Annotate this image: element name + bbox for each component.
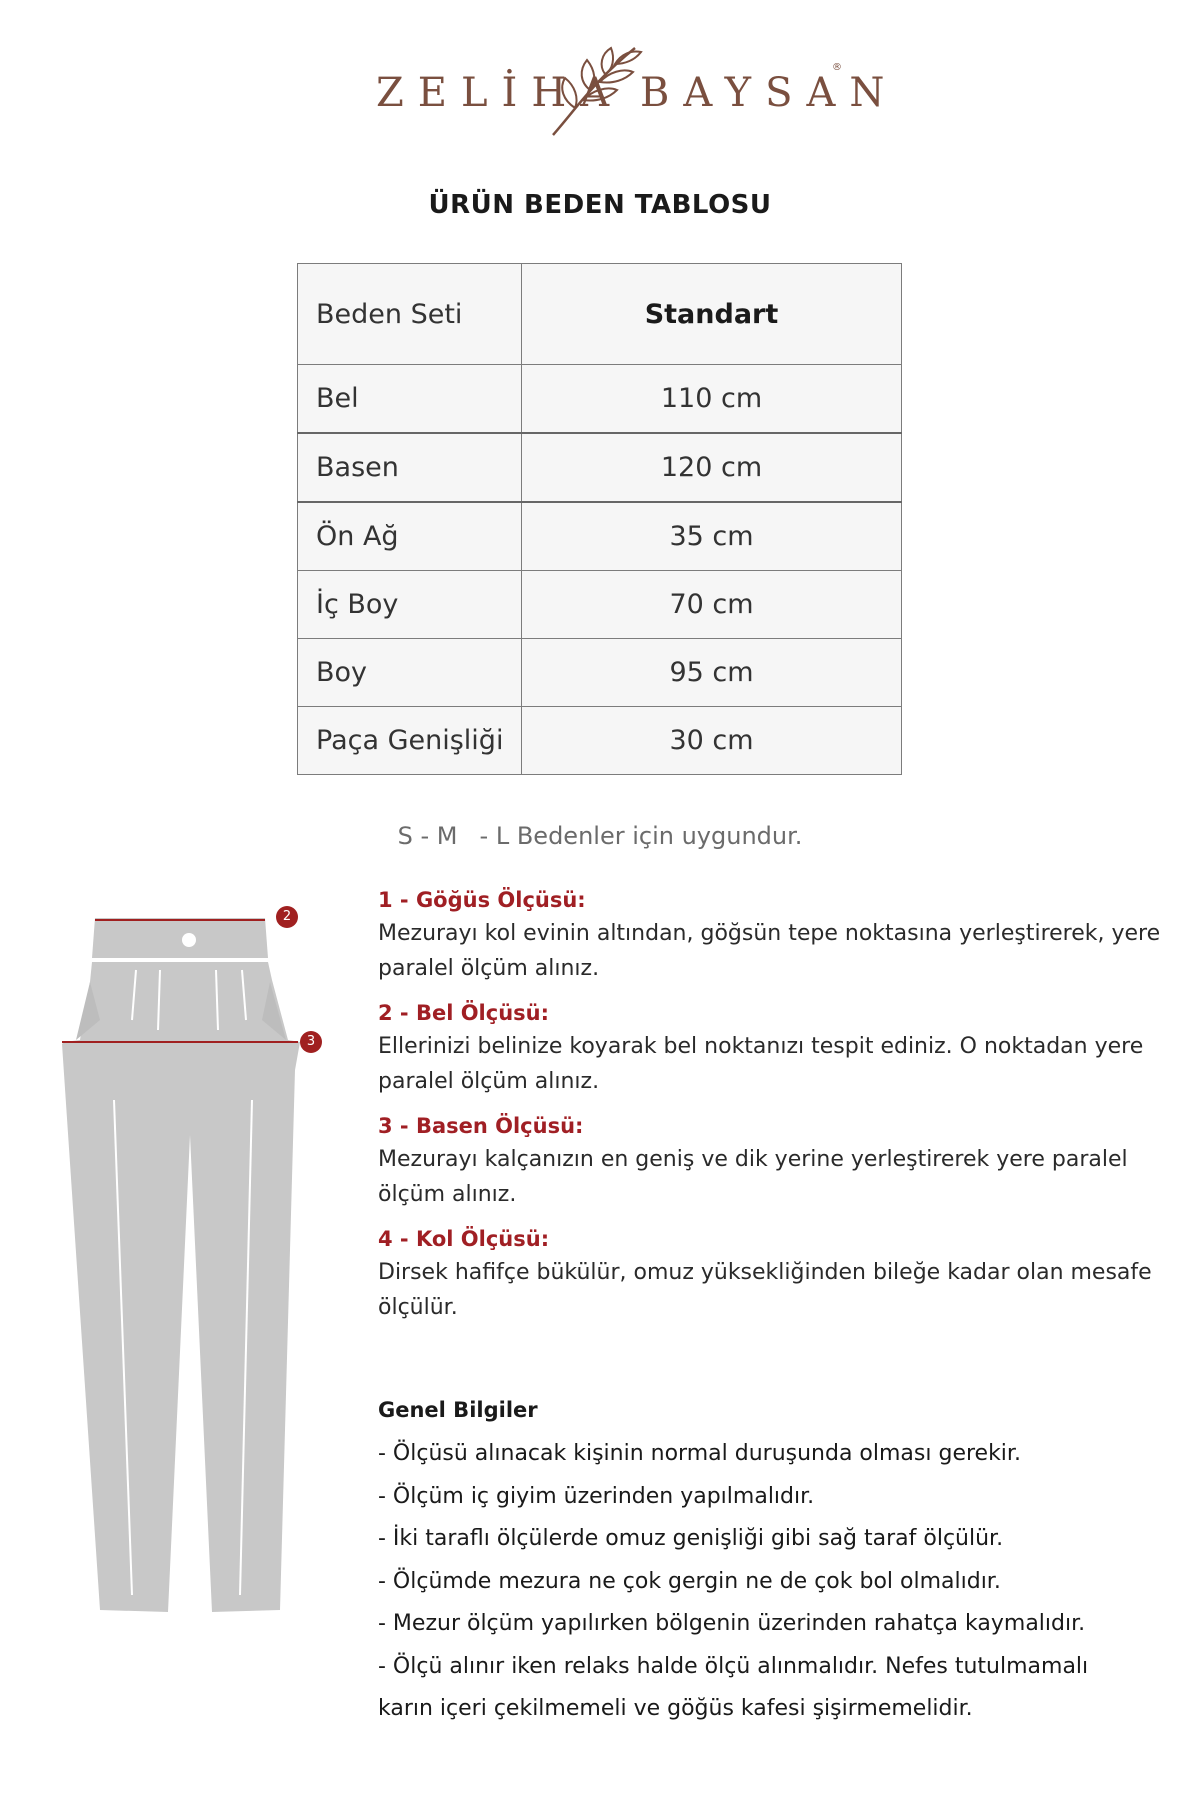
- size-separator: -: [420, 822, 430, 850]
- size-table-header-value: Standart: [522, 264, 902, 365]
- measurement-heading: 1 - Göğüs Ölçüsü:: [378, 888, 586, 912]
- size-table-row: [298, 639, 902, 707]
- general-info-item: - Ölçüm iç giyim üzerinden yapılmalıdır.: [378, 1483, 815, 1509]
- size-table-row: [298, 571, 902, 639]
- trousers-icon: [40, 890, 340, 1620]
- size-table-row-label: Ön Ağ: [298, 502, 522, 571]
- logo-word-right: BAYSAN: [640, 70, 899, 116]
- size-table-row-value: 35 cm: [522, 502, 902, 571]
- size-m: M: [436, 822, 458, 850]
- size-table-header-row: [298, 264, 902, 365]
- size-table-row-value: 110 cm: [522, 365, 902, 434]
- size-table-row: [298, 433, 902, 502]
- size-s: S: [397, 822, 413, 850]
- size-fit-note: [0, 822, 1200, 850]
- general-info-item: - Ölçümde mezura ne çok gergin ne de çok bol olmalıdır.: [378, 1568, 1001, 1594]
- size-table-row-label: Bel: [298, 365, 522, 434]
- size-separator: -: [479, 822, 489, 850]
- size-table-row-label: Basen: [298, 433, 522, 502]
- size-table-row: [298, 365, 902, 434]
- measurement-block: [378, 998, 1168, 1099]
- size-table: [297, 263, 902, 775]
- size-table-row: [298, 502, 902, 571]
- measurement-instructions: [378, 885, 1168, 1337]
- measurement-block: [378, 1224, 1168, 1325]
- size-table-row-label: Boy: [298, 639, 522, 707]
- measurement-marker-3: 3: [300, 1031, 322, 1053]
- size-table-header-label: Beden Seti: [298, 264, 522, 365]
- general-info-item: - Ölçü alınır iken relaks halde ölçü alınmalıdır. Nefes tutulmamalı: [378, 1653, 1089, 1679]
- size-table-row-label: Paça Genişliği: [298, 707, 522, 775]
- measurement-description: Ellerinizi belinize koyarak bel noktanızı tespit ediniz. O noktadan yere paralel ölçüm alınız.: [378, 1034, 1144, 1094]
- registered-mark: ®: [832, 62, 842, 73]
- size-table-row-value: 70 cm: [522, 571, 902, 639]
- size-table-row-value: 30 cm: [522, 707, 902, 775]
- measurement-heading: 2 - Bel Ölçüsü:: [378, 1001, 550, 1025]
- measurement-description: Mezurayı kalçanızın en geniş ve dik yerine yerleştirerek yere paralel ölçüm alınız.: [378, 1147, 1128, 1207]
- measurement-marker-2: 2: [276, 906, 298, 928]
- general-info: [378, 1393, 1178, 1731]
- measurement-block: [378, 885, 1168, 986]
- general-info-item: - Ölçüsü alınacak kişinin normal duruşunda olması gerekir.: [378, 1441, 1021, 1466]
- size-l: L: [495, 822, 510, 850]
- size-fit-text: Bedenler için uygundur.: [516, 822, 803, 850]
- measurement-heading: 4 - Kol Ölçüsü:: [378, 1227, 550, 1251]
- size-table-row-label: İç Boy: [298, 571, 522, 639]
- size-table-row-value: 95 cm: [522, 639, 902, 707]
- measurement-description: Dirsek hafifçe bükülür, omuz yüksekliğinden bileğe kadar olan mesafe ölçülür.: [378, 1260, 1152, 1320]
- measurement-block: [378, 1111, 1168, 1212]
- general-info-item: - İki taraflı ölçülerde omuz genişliği gibi sağ taraf ölçülür.: [378, 1526, 1004, 1551]
- leaf-branch-icon: [545, 40, 655, 140]
- size-table-row-value: 120 cm: [522, 433, 902, 502]
- page-title: ÜRÜN BEDEN TABLOSU: [428, 190, 772, 220]
- general-info-item: karın içeri çekilmemeli ve göğüs kafesi şişirmemelidir.: [378, 1696, 973, 1721]
- general-info-item: - Mezur ölçüm yapılırken bölgenin üzerinden rahatça kaymalıdır.: [378, 1611, 1086, 1636]
- general-info-title: Genel Bilgiler: [378, 1398, 538, 1422]
- measurement-description: Mezurayı kol evinin altından, göğsün tepe noktasına yerleştirerek, yere paralel ölçüm alınız.: [378, 921, 1161, 981]
- size-table-row: [298, 707, 902, 775]
- measurement-heading: 3 - Basen Ölçüsü:: [378, 1114, 584, 1138]
- brand-logo: [0, 40, 1200, 150]
- logo-word-left: ZELİHA: [376, 70, 624, 116]
- trousers-figure: [40, 890, 340, 1624]
